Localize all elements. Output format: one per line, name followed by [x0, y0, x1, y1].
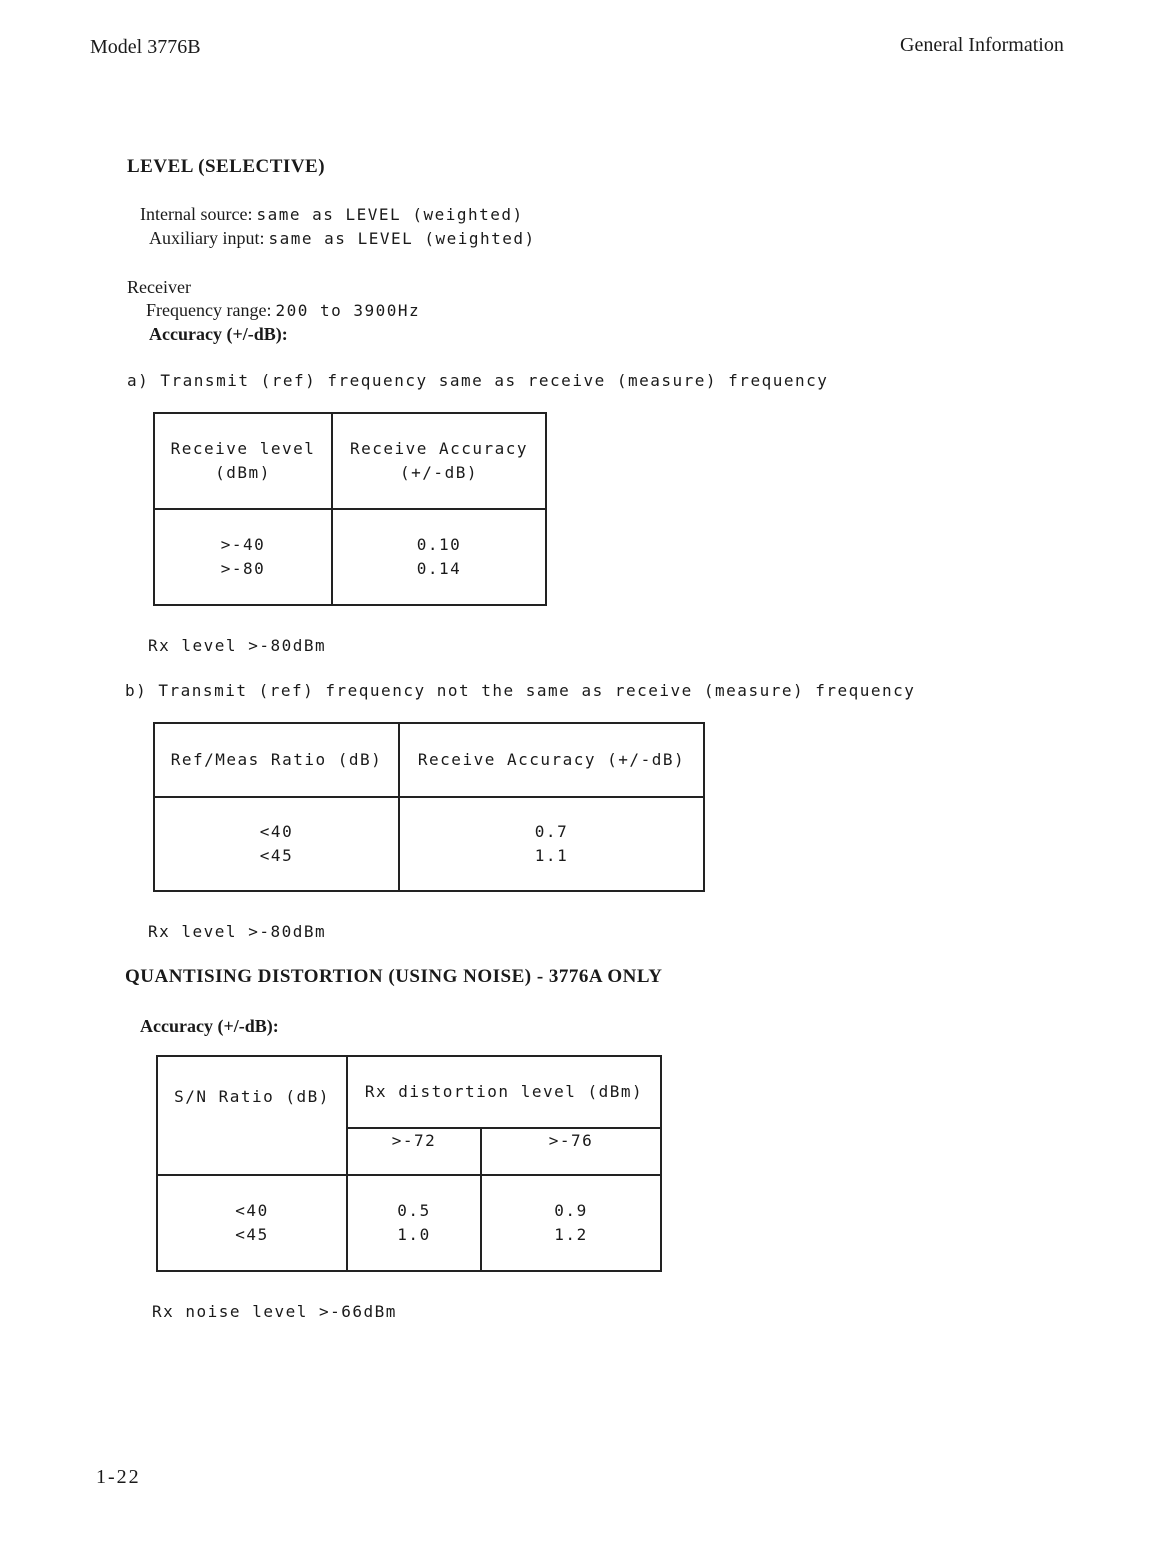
value-72: 0.5 — [397, 1201, 431, 1220]
note-quantising: Rx noise level >-66dBm — [152, 1302, 397, 1321]
receiver-label: Receiver — [127, 277, 191, 297]
header-receive-level — [154, 413, 332, 509]
receive-level-value: >-80 — [220, 559, 266, 578]
cell-sn-values — [157, 1175, 347, 1271]
auxiliary-input-value: same as LEVEL (weighted) — [268, 229, 536, 248]
quantising-accuracy-label: Accuracy (+/-dB): — [140, 1016, 279, 1036]
auxiliary-input-line — [149, 228, 536, 249]
header-receive-level-line1: Receive level — [170, 439, 316, 458]
section-title-level-selective: LEVEL (SELECTIVE) — [127, 156, 326, 177]
cell-receive-levels — [154, 509, 332, 605]
header-receive-accuracy — [332, 413, 546, 509]
header-receive-accuracy-b: Receive Accuracy (+/-dB) — [399, 723, 704, 797]
table-receive-accuracy-b — [153, 722, 705, 892]
subheader-minus-72: >-72 — [347, 1128, 481, 1175]
cell-receive-accuracies — [332, 509, 546, 605]
case-b-text: b) Transmit (ref) frequency not the same as receive (measure) frequency — [125, 681, 916, 700]
receive-accuracy-value: 0.10 — [416, 535, 462, 554]
frequency-range-line — [146, 300, 420, 321]
page-number: 1-22 — [96, 1466, 141, 1488]
header-sn-ratio: S/N Ratio (dB) — [157, 1056, 347, 1175]
accuracy-value: 0.7 — [534, 822, 569, 841]
table-quantising-distortion — [156, 1055, 662, 1272]
accuracy-label: Accuracy (+/-dB): — [149, 324, 288, 344]
value-76: 0.9 — [554, 1201, 588, 1220]
header-receive-level-line2: (dBm) — [215, 463, 271, 482]
internal-source-label: Internal source: — [140, 204, 253, 224]
internal-source-line — [140, 204, 524, 225]
cell-values-72 — [347, 1175, 481, 1271]
cell-values-76 — [481, 1175, 661, 1271]
sn-value: <40 — [235, 1201, 269, 1220]
sn-value: <45 — [235, 1225, 269, 1244]
header-receive-accuracy-line2: (+/-dB) — [400, 463, 478, 482]
ratio-value: <40 — [259, 822, 294, 841]
internal-source-value: same as LEVEL (weighted) — [256, 205, 524, 224]
frequency-range-value: 200 to 3900Hz — [275, 301, 421, 320]
header-model: Model 3776B — [90, 36, 201, 58]
value-72: 1.0 — [397, 1225, 431, 1244]
section-title-quantising: QUANTISING DISTORTION (USING NOISE) - 3776A ONLY — [125, 966, 663, 987]
header-receive-accuracy-line1: Receive Accuracy — [349, 439, 529, 458]
header-ref-meas-ratio: Ref/Meas Ratio (dB) — [154, 723, 399, 797]
note-b: Rx level >-80dBm — [148, 922, 327, 941]
receive-accuracy-value: 0.14 — [416, 559, 462, 578]
receive-level-value: >-40 — [220, 535, 266, 554]
subheader-minus-76: >-76 — [481, 1128, 661, 1175]
ratio-value: <45 — [259, 846, 294, 865]
header-rx-distortion-level: Rx distortion level (dBm) — [347, 1056, 661, 1128]
auxiliary-input-label: Auxiliary input: — [149, 228, 265, 248]
table-receive-accuracy-a — [153, 412, 547, 606]
accuracy-value: 1.1 — [534, 846, 569, 865]
header-section: General Information — [900, 34, 1064, 56]
frequency-range-label: Frequency range: — [146, 300, 272, 320]
case-a-text: a) Transmit (ref) frequency same as receive (measure) frequency — [127, 371, 829, 390]
cell-accuracies-b — [399, 797, 704, 891]
value-76: 1.2 — [554, 1225, 588, 1244]
cell-ratios — [154, 797, 399, 891]
note-a: Rx level >-80dBm — [148, 636, 327, 655]
